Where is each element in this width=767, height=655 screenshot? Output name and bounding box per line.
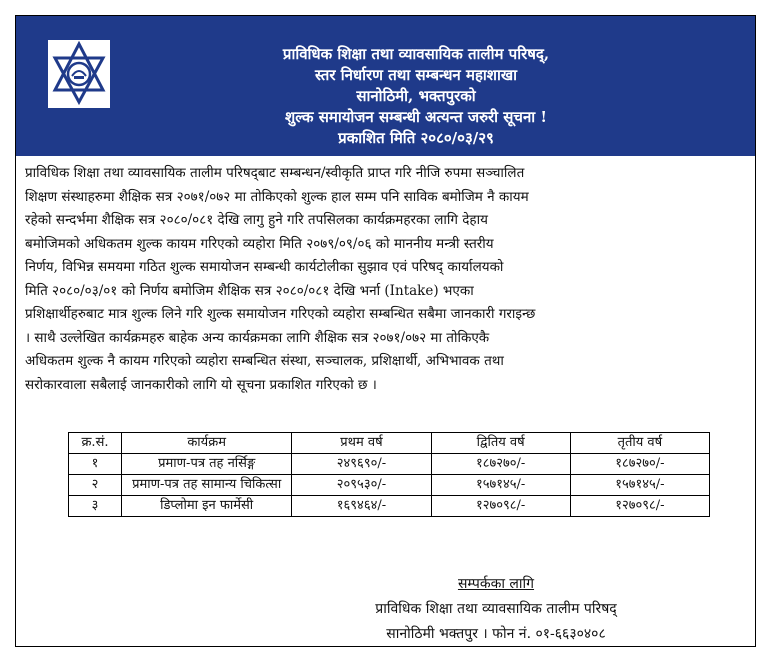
header-title-block <box>196 44 636 149</box>
contact-title: सम्पर्कका लागि <box>457 576 535 592</box>
header-serial-number: क्र.सं. <box>69 433 122 454</box>
header-third-year: तृतीय वर्ष <box>570 433 709 454</box>
body-line: प्राविधिक शिक्षा तथा व्यावसायिक तालीम परिषद्‌बाट सम्बन्धन/स्वीकृति प्राप्त गरि नीजि रुपमा सञ्चालित <box>25 165 525 181</box>
body-line: सरोकारवाला सबैलाई जानकारीको लागि यो सूचना प्रकाशित गरिएको छ । <box>25 376 377 393</box>
cell-third-year-fee: १२७०९८/- <box>570 496 709 517</box>
cell-serial: २ <box>69 475 122 496</box>
cell-serial: ३ <box>69 496 122 517</box>
table-row <box>69 454 710 475</box>
body-line: शिक्षण संस्थाहरुमा शैक्षिक सत्र २०७१/०७२ मा तोकिएको शुल्क हाल सम्म पनि साविक बमोजिम नै कायम <box>25 188 529 205</box>
fee-table-header-row <box>69 433 710 454</box>
cell-second-year-fee: १८७२७०/- <box>431 454 570 475</box>
header-second-year: द्वितिय वर्ष <box>431 433 570 454</box>
cell-third-year-fee: १५७१४५/- <box>570 475 709 496</box>
notice-body <box>25 162 752 397</box>
body-line: रहेको सन्दर्भमा शैक्षिक सत्र २०८०/०८१ देखि लागु हुने गरि तपसिलका कार्यक्रमहरका लागि देहाय <box>25 212 488 228</box>
header-line-division: स्तर निर्धारण तथा सम्बन्धन महाशाखा <box>314 66 518 84</box>
ctevt-star-logo-icon <box>48 40 110 108</box>
contact-block <box>316 572 676 647</box>
body-line: निर्णय, विभिन्न समयमा गठित शुल्क समायोजन सम्बन्धी कार्यटोलीका सुझाव एवं परिषद् कार्यालयको <box>25 259 504 275</box>
notice-header <box>16 16 755 156</box>
table-row <box>69 496 710 517</box>
header-line-location: सानोठिमी, भक्तपुरको <box>356 87 476 105</box>
cell-program: डिप्लोमा इन फार्मेसी <box>121 496 291 517</box>
cell-serial: १ <box>69 454 122 475</box>
fee-table <box>68 432 710 517</box>
body-line: । साथै उल्लेखित कार्यक्रमहरु बाहेक अन्य कार्यक्रमका लागि शैक्षिक सत्र २०७१/०७२ मा तोकिएकै <box>25 329 490 346</box>
body-line: प्रशिक्षार्थीहरुबाट मात्र शुल्क लिने गरि शुल्क समायोजन गरिएको व्यहोरा सम्बन्धित सबैमा जानकारी गराइन्छ <box>25 306 536 322</box>
contact-address-phone: सानोठिमी भक्तपुर । फोन नं. ०१-६६३०४०८ <box>386 626 606 642</box>
contact-organization: प्राविधिक शिक्षा तथा व्यावसायिक तालीम परिषद् <box>375 601 617 617</box>
cell-second-year-fee: १२७०९८/- <box>431 496 570 517</box>
body-line: अधिकतम शुल्क नै कायम गरिएको व्यहोरा सम्बन्धित संस्था, सञ्चालक, प्रशिक्षार्थी, अभिभावक तथा <box>25 353 504 369</box>
header-line-notice-title: शुल्क समायोजन सम्बन्धी अत्यन्त जरुरी सूचना ! <box>285 108 547 126</box>
header-program: कार्यक्रम <box>121 433 291 454</box>
cell-first-year-fee: १६९४६४/- <box>292 496 431 517</box>
cell-first-year-fee: २४९६९०/- <box>292 454 431 475</box>
header-first-year: प्रथम वर्ष <box>292 433 431 454</box>
cell-first-year-fee: २०९५३०/- <box>292 475 431 496</box>
cell-second-year-fee: १५७१४५/- <box>431 475 570 496</box>
notice-frame <box>15 15 756 647</box>
ctevt-logo <box>48 40 110 108</box>
header-line-council: प्राविधिक शिक्षा तथा व्यावसायिक तालीम परिषद्, <box>282 45 550 63</box>
cell-program: प्रमाण-पत्र तह सामान्य चिकित्सा <box>121 475 291 496</box>
body-line: बमोजिमको अधिकतम शुल्क कायम गरिएको व्यहोरा मिति २०७९/०९/०६ को माननीय मन्त्री स्तरीय <box>25 235 494 252</box>
cell-program: प्रमाण-पत्र तह नर्सिङ्ग <box>121 454 291 475</box>
body-line: मिति २०८०/०३/०१ को निर्णय बमोजिम शैक्षिक सत्र २०८०/०८१ देखि भर्ना (Intake) भएका <box>25 282 474 299</box>
cell-third-year-fee: १८७२७०/- <box>570 454 709 475</box>
header-line-published-date: प्रकाशित मिति २०८०/०३/२९ <box>338 129 494 147</box>
table-row <box>69 475 710 496</box>
